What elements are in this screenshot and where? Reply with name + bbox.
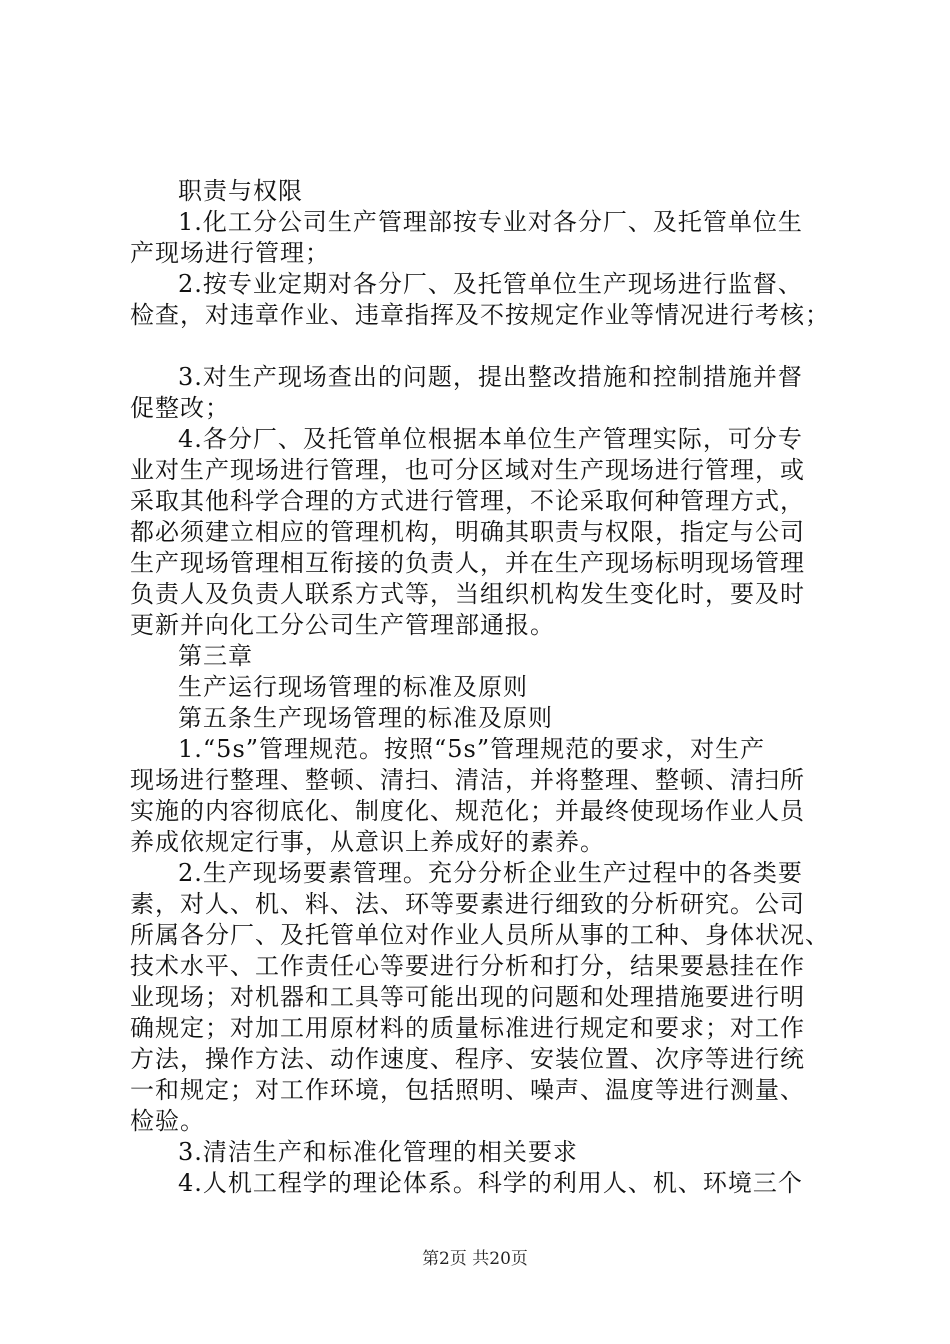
text-line: 3.对生产现场查出的问题，提出整改措施和控制措施并督: [178, 363, 803, 391]
text-line: 2.按专业定期对各分厂、及托管单位生产现场进行监督、: [178, 270, 803, 298]
text-line: 1.“5s”管理规范。按照“5s”管理规范的要求，对生产: [178, 735, 766, 763]
text-line: 检查，对违章作业、违章指挥及不按规定作业等情况进行考核；: [130, 301, 830, 329]
text-line: 都必须建立相应的管理机构，明确其职责与权限，指定与公司: [130, 518, 805, 546]
chapter-title: 生产运行现场管理的标准及原则: [178, 673, 528, 701]
text-line: 实施的内容彻底化、制度化、规范化；并最终使现场作业人员: [130, 797, 805, 825]
text-line: 业现场；对机器和工具等可能出现的问题和处理措施要进行明: [130, 983, 805, 1011]
text-line: 负责人及负责人联系方式等，当组织机构发生变化时，要及时: [130, 580, 805, 608]
text-line: 2.生产现场要素管理。充分分析企业生产过程中的各类要: [178, 859, 803, 887]
text-line: 方法，操作方法、动作速度、程序、安装位置、次序等进行统: [130, 1045, 805, 1073]
article-heading: 第五条生产现场管理的标准及原则: [178, 704, 553, 732]
text-line: 业对生产现场进行管理，也可分区域对生产现场进行管理，或: [130, 456, 805, 484]
text-line: 产现场进行管理；: [130, 239, 330, 267]
document-body: [130, 176, 830, 1199]
text-line: 素，对人、机、料、法、环等要素进行细致的分析研究。公司: [130, 890, 805, 918]
blank-line: [130, 331, 830, 362]
text-line: 技术水平、工作责任心等要进行分析和打分，结果要悬挂在作: [130, 952, 805, 980]
text-line: 1.化工分公司生产管理部按专业对各分厂、及托管单位生: [178, 208, 803, 236]
section-heading: 职责与权限: [178, 177, 303, 205]
text-line: 现场进行整理、整顿、清扫、清洁，并将整理、整顿、清扫所: [130, 766, 805, 794]
text-line: 生产现场管理相互衔接的负责人，并在生产现场标明现场管理: [130, 549, 805, 577]
text-line: 更新并向化工分公司生产管理部通报。: [130, 611, 555, 639]
text-line: 所属各分厂、及托管单位对作业人员所从事的工种、身体状况、: [130, 921, 830, 949]
text-line: 检验。: [130, 1107, 205, 1135]
text-line: 3.清洁生产和标准化管理的相关要求: [178, 1138, 578, 1166]
text-line: 4.人机工程学的理论体系。科学的利用人、机、环境三个: [178, 1169, 803, 1197]
text-line: 采取其他科学合理的方式进行管理，不论采取何种管理方式，: [130, 487, 805, 515]
chapter-heading: 第三章: [178, 642, 253, 670]
text-line: 促整改；: [130, 394, 230, 422]
text-line: 确规定；对加工用原材料的质量标准进行规定和要求；对工作: [130, 1014, 805, 1042]
page-number-footer: 第2页 共20页: [422, 1249, 528, 1269]
text-line: 一和规定；对工作环境，包括照明、噪声、温度等进行测量、: [130, 1076, 805, 1104]
text-line: 4.各分厂、及托管单位根据本单位生产管理实际，可分专: [178, 425, 803, 453]
text-line: 养成依规定行事，从意识上养成好的素养。: [130, 828, 605, 856]
